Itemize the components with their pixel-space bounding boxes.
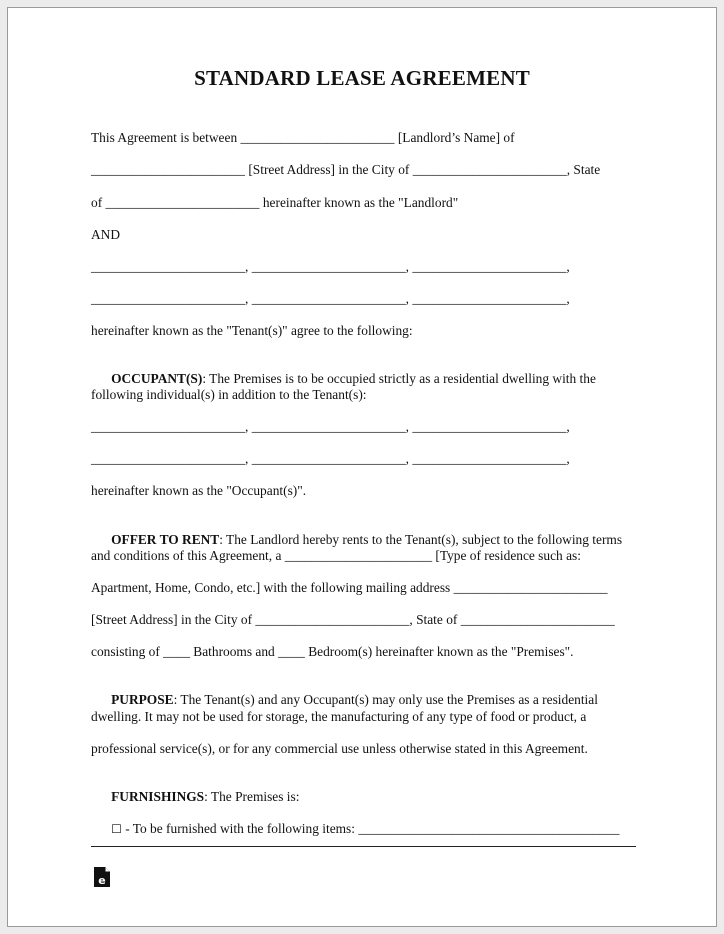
furnishings-heading: FURNISHINGS <box>111 789 205 804</box>
offer-line-4: [Street Address] in the City of _______________________, State of _______________________ <box>91 612 615 627</box>
document-e-icon <box>93 866 111 888</box>
furnished-items-blank-line <box>91 846 636 847</box>
occupant-known-line: hereinafter known as the "Occupant(s)". <box>91 483 307 498</box>
furnished-checkbox[interactable]: ☐ <box>111 822 122 836</box>
occupants-line-2: following individual(s) in addition to the Tenant(s): <box>91 387 367 402</box>
furnished-text: - To be furnished with the following items: _______________________________________ <box>121 821 620 836</box>
purpose-line-2: dwelling. It may not be used for storage, the manufacturing of any type of food or product, a <box>91 709 587 724</box>
tenant-blanks-row-2: _______________________, _______________________, _______________________, <box>91 291 570 306</box>
offer-heading: OFFER TO RENT <box>111 532 220 547</box>
occupant-blanks-row-1: _______________________, _______________________, _______________________, <box>91 419 570 434</box>
occupants-text: : The Premises is to be occupied strictly as a residential dwelling with the <box>202 371 596 386</box>
tenant-known-line: hereinafter known as the "Tenant(s)" agree to the following: <box>91 323 413 338</box>
furnishings-text: : The Premises is: <box>204 789 300 804</box>
agreement-line-1: This Agreement is between _______________________ [Landlord’s Name] of <box>91 130 515 145</box>
offer-line-2: and conditions of this Agreement, a ______________________ [Type of residence such as: <box>91 548 581 563</box>
agreement-line-3: of _______________________ hereinafter known as the "Landlord" <box>91 195 459 210</box>
offer-line-3: Apartment, Home, Condo, etc.] with the following mailing address _______________________ <box>91 580 608 595</box>
agreement-line-2: _______________________ [Street Address] in the City of _______________________, State <box>91 162 601 177</box>
purpose-heading: PURPOSE <box>111 692 174 707</box>
occupants-heading: OCCUPANT(S) <box>111 371 203 386</box>
occupant-blanks-row-2: _______________________, _______________________, _______________________, <box>91 451 570 466</box>
svg-text:e: e <box>98 874 106 887</box>
and-line: AND <box>91 227 121 242</box>
purpose-text: : The Tenant(s) and any Occupant(s) may only use the Premises as a residential <box>173 692 598 707</box>
offer-line-5: consisting of ____ Bathrooms and ____ Bedroom(s) hereinafter known as the "Premises". <box>91 644 574 659</box>
document-page <box>7 7 717 927</box>
page-title: STANDARD LEASE AGREEMENT <box>194 66 530 90</box>
purpose-line-3: professional service(s), or for any commercial use unless otherwise stated in this Agreement. <box>91 741 588 756</box>
tenant-blanks-row-1: _______________________, _______________________, _______________________, <box>91 259 570 274</box>
offer-text: : The Landlord hereby rents to the Tenant(s), subject to the following terms <box>219 532 623 547</box>
